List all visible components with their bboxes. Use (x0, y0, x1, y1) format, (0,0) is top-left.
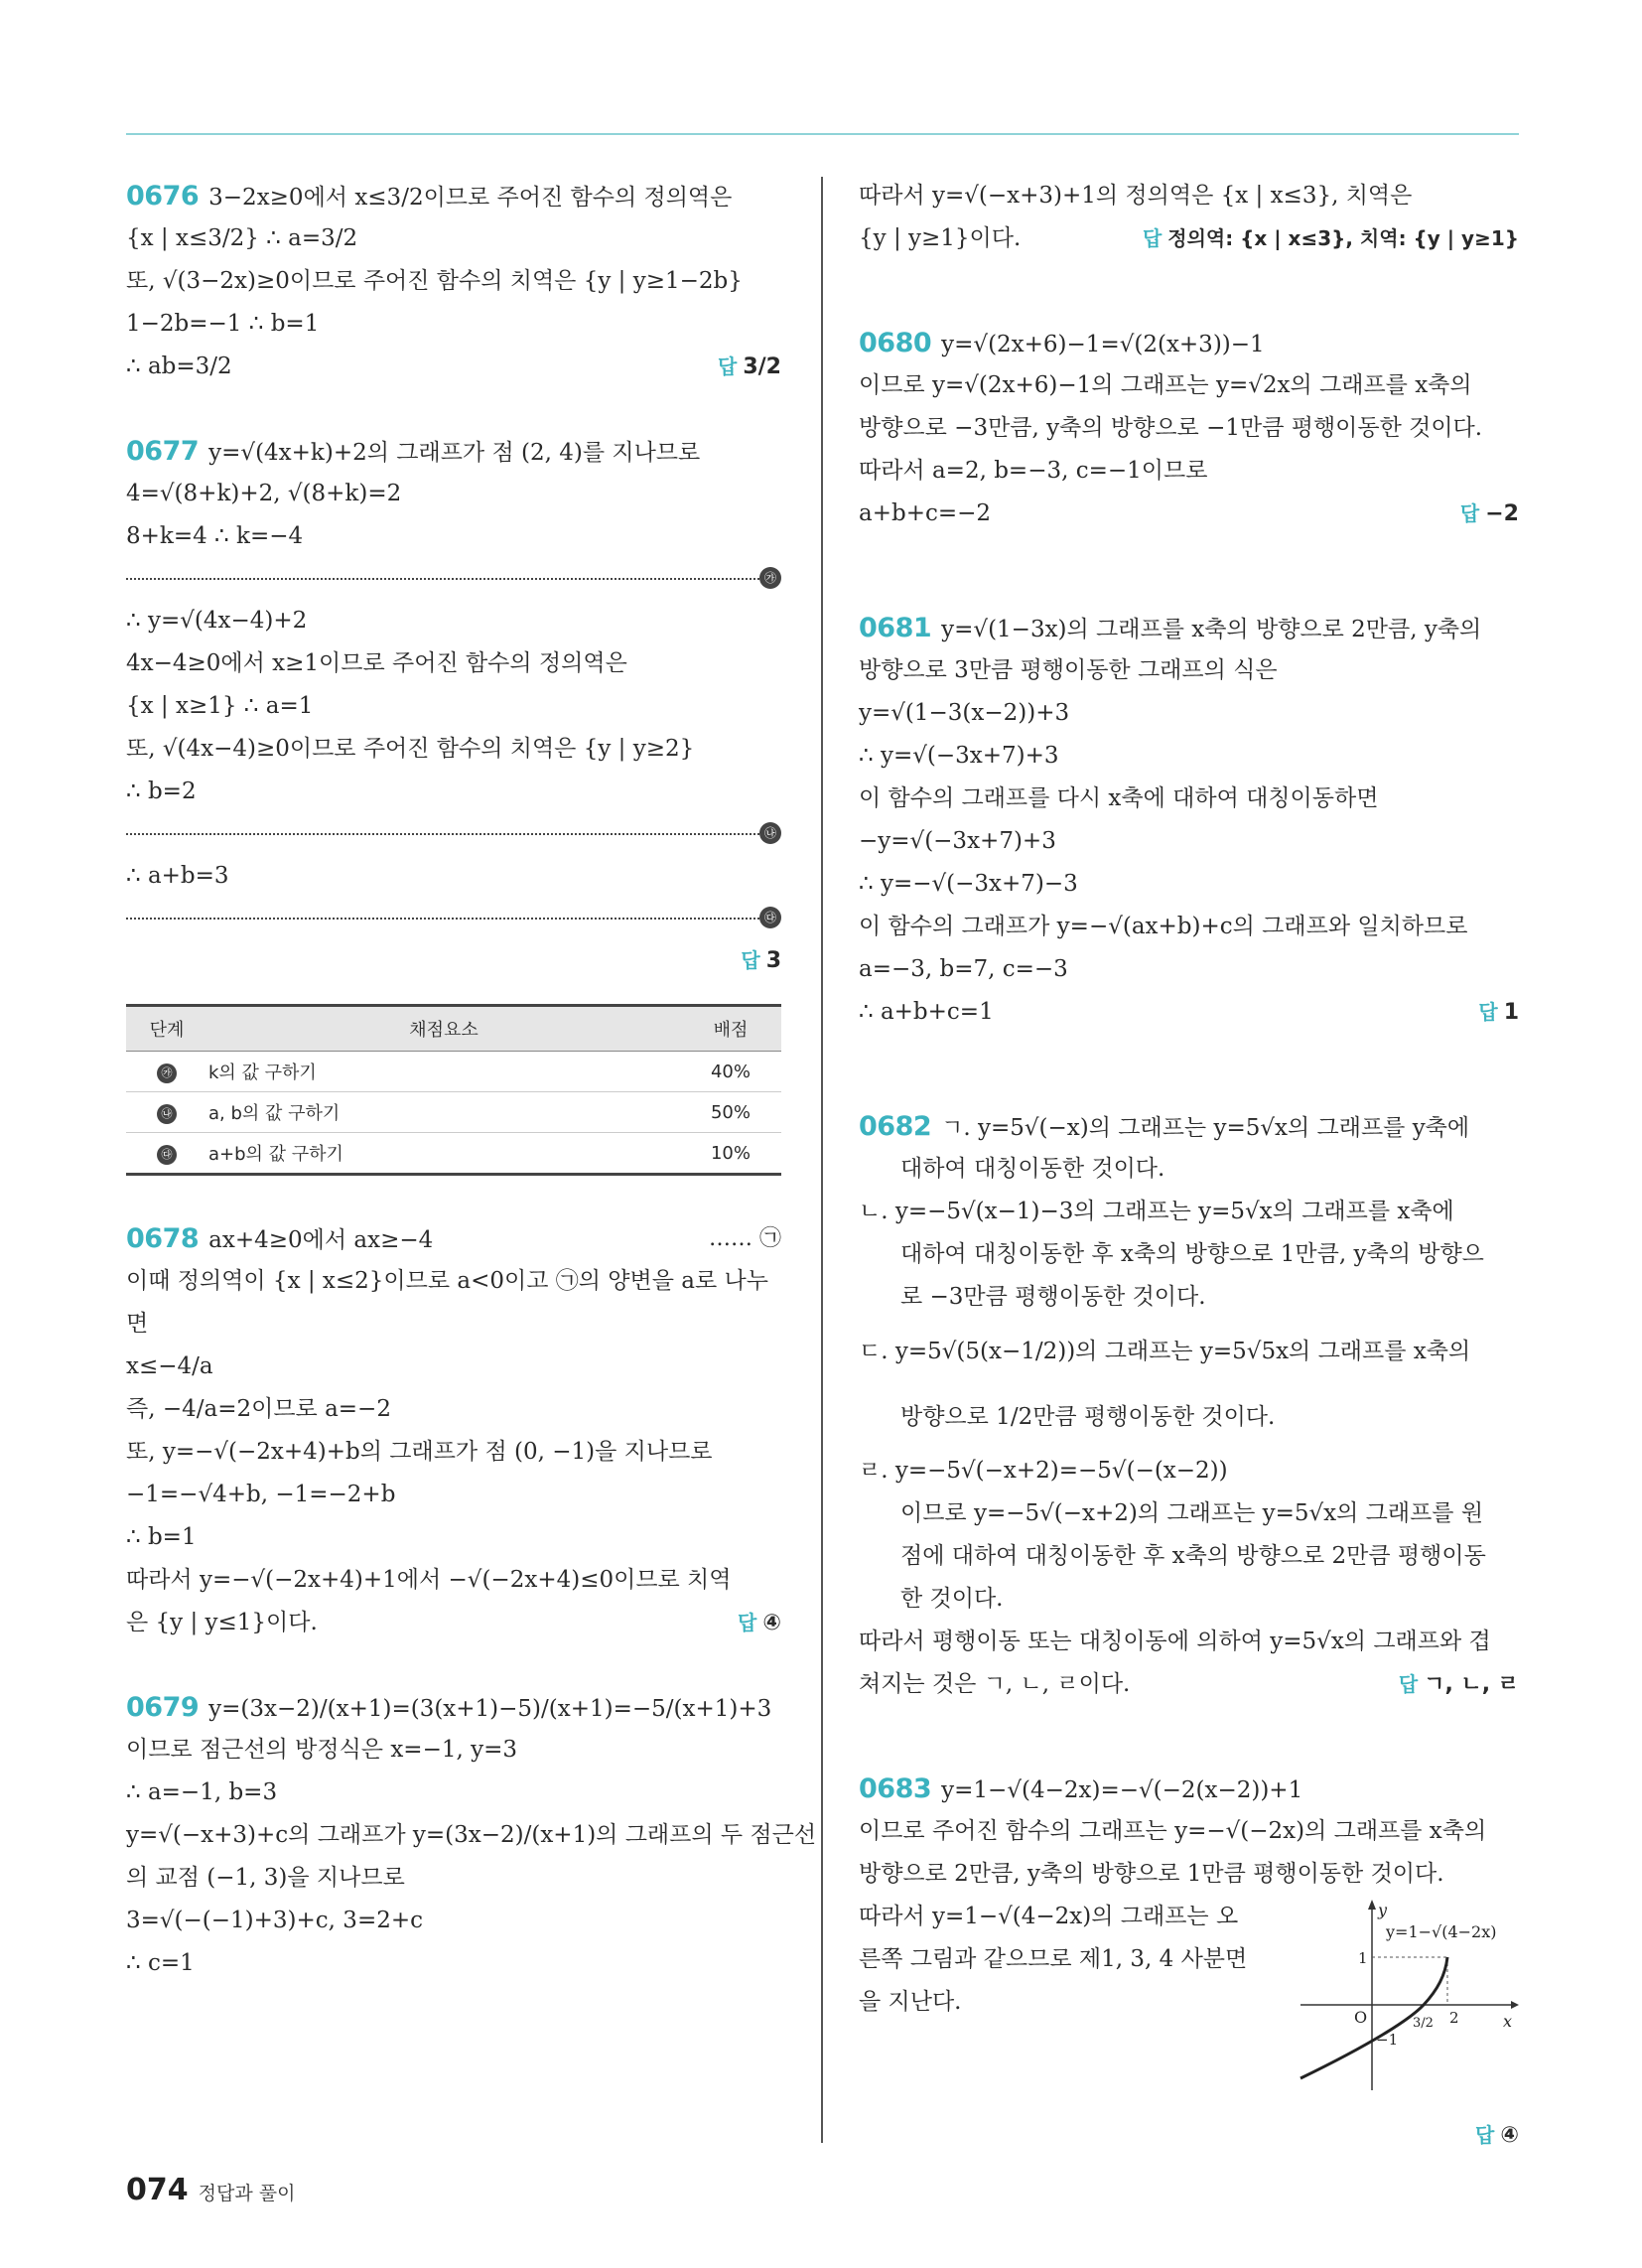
curve-label: y=1−√(4−2x) (1386, 1922, 1497, 1941)
solution-line: y=√(4x+k)+2의 그래프가 점 (2, 4)를 지나므로 (208, 440, 701, 466)
solution-line: 방향으로 3만큼 평행이동한 그래프의 식은 (859, 657, 1278, 683)
solution-line: 이므로 y=−5√(−x+2)의 그래프는 y=5√x의 그래프를 원 (900, 1500, 1484, 1526)
problem-number: 0677 (126, 436, 200, 467)
step-tag: ㉯ (157, 1104, 177, 1124)
solution-line: ∴ y=√(−3x+7)+3 (859, 743, 1059, 769)
solution-line: 3−2x≥0에서 x≤3/2이므로 주어진 함수의 정의역은 (208, 185, 733, 211)
column-separator (821, 177, 823, 2143)
table-header: 단계 (126, 1006, 207, 1052)
answer (1475, 2114, 1519, 2157)
table-cell: a+b의 값 구하기 (207, 1133, 680, 1175)
problem-number: 0682 (859, 1111, 932, 1142)
solution-line: 쳐지는 것은 ㄱ, ㄴ, ㄹ이다. (859, 1671, 1131, 1697)
solution-line: a=−3, b=7, c=−3 (859, 956, 1068, 982)
solution-line: 따라서 y=−√(−2x+4)+1에서 −√(−2x+4)≤0이므로 치역 (126, 1567, 732, 1593)
answer-value: ④ (762, 1611, 781, 1635)
solution-line: x≤−4/a (126, 1353, 213, 1379)
answer-value: ④ (1500, 2123, 1519, 2148)
problem-0677 (126, 430, 781, 1176)
answer-value: 정의역: {x | x≤3}, 치역: {y | y≥1} (1167, 226, 1519, 250)
equation-ref: …… ㉠ (709, 1226, 781, 1251)
answer (1460, 493, 1519, 535)
solution-line: y=1−√(4−2x)=−√(−2(x−2))+1 (941, 1777, 1303, 1803)
tick-label: 2 (1449, 2009, 1459, 2027)
answer-value: 3 (765, 948, 781, 973)
graph-svg (1291, 1896, 1519, 2094)
step-tag: ㉰ (759, 907, 781, 928)
solution-line: 따라서 a=2, b=−3, c=−1이므로 (859, 458, 1208, 484)
step-divider (126, 904, 781, 933)
answer-value: ㄱ, ㄴ, ㄹ (1424, 1672, 1519, 1697)
solution-line: {y | y≥1}이다. (859, 225, 1022, 251)
answer-mark: 답 (741, 948, 760, 972)
solution-line: 로 −3만큼 평행이동한 것이다. (900, 1284, 1206, 1310)
solution-line: ∴ b=2 (126, 779, 197, 804)
solution-line: 즉, −4/a=2이므로 a=−2 (126, 1396, 391, 1422)
origin-label: O (1354, 2008, 1368, 2027)
answer (1143, 217, 1519, 260)
solution-line: −1=−√4+b, −1=−2+b (126, 1482, 396, 1507)
solution-line: 따라서 y=√(−x+3)+1의 정의역은 {x | x≤3}, 치역은 (859, 183, 1413, 209)
problem-number: 0679 (126, 1692, 200, 1723)
answer-mark: 답 (1459, 501, 1480, 525)
footer-label: 정답과 풀이 (198, 2183, 296, 2204)
solution-line: 이때 정의역이 {x | x≤2}이므로 a<0이고 ㉠의 양변을 a로 나누 (126, 1268, 768, 1294)
problem-0676 (126, 175, 781, 388)
page-footer (126, 2173, 295, 2207)
table-cell: 40% (680, 1052, 781, 1092)
step-divider (126, 819, 781, 849)
answer-mark: 답 (1398, 1672, 1419, 1696)
answer-value: 1 (1503, 1000, 1519, 1025)
problem-number: 0676 (126, 181, 200, 212)
solution-line: 른쪽 그림과 같으므로 제1, 3, 4 사분면 (859, 1946, 1248, 1972)
answer-value: 3/2 (743, 354, 781, 379)
table-cell: 50% (680, 1092, 781, 1133)
answer-mark: 답 (1142, 226, 1163, 250)
solution-line: 이므로 점근선의 방정식은 x=−1, y=3 (126, 1737, 517, 1763)
solution-line: 이 함수의 그래프가 y=−√(ax+b)+c의 그래프와 일치하므로 (859, 914, 1468, 939)
table-header: 채점요소 (207, 1006, 680, 1052)
solution-line: 이 함수의 그래프를 다시 x축에 대하여 대칭이동하면 (859, 785, 1379, 811)
solution-line: ax+4≥0에서 ax≥−4 (208, 1227, 434, 1253)
solution-line: 이므로 주어진 함수의 그래프는 y=−√(−2x)의 그래프를 x축의 (859, 1818, 1487, 1844)
solution-line: a+b+c=−2 (859, 500, 992, 526)
solution-line: 면 (126, 1311, 149, 1337)
tick-label: 3/2 (1413, 2016, 1434, 2031)
answer-value: −2 (1485, 501, 1519, 526)
solution-line: 4=√(8+k)+2, √(8+k)=2 (126, 481, 402, 506)
solution-line: {x | x≥1} ∴ a=1 (126, 693, 314, 719)
solution-line: 이므로 y=√(2x+6)−1의 그래프는 y=√2x의 그래프를 x축의 (859, 372, 1472, 398)
solution-line: ∴ y=√(4x−4)+2 (126, 608, 308, 634)
solution-line: 대하여 대칭이동한 것이다. (900, 1156, 1165, 1182)
solution-line: 8+k=4 ∴ k=−4 (126, 523, 304, 549)
table-cell: k의 값 구하기 (207, 1052, 680, 1092)
answer (718, 346, 781, 388)
problem-0680 (859, 322, 1519, 535)
solution-line: y=√(2x+6)−1=√(2(x+3))−1 (941, 332, 1265, 357)
tick-label: 1 (1358, 1949, 1368, 1967)
axis-y-label: y (1378, 1901, 1388, 1919)
solution-line: ∴ b=1 (126, 1524, 197, 1550)
solution-line: ∴ a+b+c=1 (859, 999, 994, 1025)
solution-line: ㄹ. y=−5√(−x+2)=−5√(−(x−2)) (859, 1458, 1228, 1484)
problem-number: 0680 (859, 328, 932, 358)
solution-line: ∴ y=−√(−3x+7)−3 (859, 871, 1078, 897)
solution-line: ∴ a+b=3 (126, 863, 229, 889)
solution-line: y=√(−x+3)+c의 그래프가 y=(3x−2)/(x+1)의 그래프의 두 점근선 (126, 1822, 817, 1848)
answer-mark: 답 (1478, 1000, 1498, 1024)
solution-line: 한 것이다. (900, 1586, 1004, 1612)
table-cell: 10% (680, 1133, 781, 1175)
solution-line: ∴ a=−1, b=3 (126, 1779, 278, 1805)
solution-line: {x | x≤3/2} ∴ a=3/2 (126, 225, 358, 251)
problem-0679 (126, 1686, 817, 1985)
step-tag: ㉯ (759, 822, 781, 844)
solution-line: 점에 대하여 대칭이동한 후 x축의 방향으로 2만큼 평행이동 (900, 1543, 1486, 1569)
right-column (859, 175, 1519, 2157)
answer-mark: 답 (738, 1611, 757, 1634)
solution-line: y=(3x−2)/(x+1)=(3(x+1)−5)/(x+1)=−5/(x+1)+3 (208, 1696, 772, 1722)
step-tag: ㉮ (157, 1063, 177, 1083)
table-row (126, 1133, 781, 1175)
problem-0679-continued (859, 175, 1519, 260)
answer (738, 1602, 781, 1644)
step-tag: ㉰ (157, 1145, 177, 1165)
left-column (126, 175, 817, 1985)
solution-line: 또, √(3−2x)≥0이므로 주어진 함수의 치역은 {y | y≥1−2b} (126, 268, 743, 294)
problem-number: 0681 (859, 613, 932, 643)
solution-line: y=√(1−3(x−2))+3 (859, 700, 1070, 726)
solution-line: 4x−4≥0에서 x≥1이므로 주어진 함수의 정의역은 (126, 650, 627, 676)
solution-line: ∴ c=1 (126, 1950, 195, 1976)
tick-label: −1 (1376, 2031, 1399, 2049)
answer-mark: 답 (1475, 2123, 1495, 2147)
scoring-table (126, 1004, 781, 1176)
solution-line: 1−2b=−1 ∴ b=1 (126, 311, 320, 337)
solution-line: 방향으로 1/2만큼 평행이동한 것이다. (900, 1404, 1276, 1430)
problem-0681 (859, 607, 1519, 1034)
solution-line: ㄴ. y=−5√(x−1)−3의 그래프는 y=5√x의 그래프를 x축에 (859, 1199, 1454, 1224)
top-rule (126, 133, 1519, 135)
solution-line: 또, √(4x−4)≥0이므로 주어진 함수의 치역은 {y | y≥2} (126, 736, 695, 762)
solution-line: ㄷ. y=5√(5(x−1/2))의 그래프는 y=5√5x의 그래프를 x축의 (859, 1339, 1471, 1364)
solution-line: 따라서 y=1−√(4−2x)의 그래프는 오 (859, 1904, 1239, 1929)
step-tag: ㉮ (759, 567, 781, 589)
solution-line: 방향으로 2만큼, y축의 방향으로 1만큼 평행이동한 것이다. (859, 1861, 1444, 1887)
page-number: 074 (126, 2173, 189, 2207)
problem-0683 (859, 1768, 1519, 2157)
solution-line: 의 교점 (−1, 3)을 지나므로 (126, 1865, 405, 1891)
answer (1478, 991, 1519, 1034)
solution-line: 은 {y | y≤1}이다. (126, 1610, 318, 1635)
solution-line: ∴ ab=3/2 (126, 354, 232, 379)
solution-line: −y=√(−3x+7)+3 (859, 828, 1056, 854)
solution-line: 따라서 평행이동 또는 대칭이동에 의하여 y=5√x의 그래프와 겹 (859, 1629, 1491, 1654)
answer-mark: 답 (718, 354, 738, 378)
table-row (126, 1092, 781, 1133)
solution-line: 대하여 대칭이동한 후 x축의 방향으로 1만큼, y축의 방향으 (900, 1241, 1484, 1267)
problem-number: 0683 (859, 1773, 932, 1804)
problem-number: 0678 (126, 1223, 200, 1254)
function-graph (1291, 1896, 1519, 2094)
answer (741, 939, 781, 982)
solution-line: 을 지난다. (859, 1989, 962, 2015)
solution-line: 방향으로 −3만큼, y축의 방향으로 −1만큼 평행이동한 것이다. (859, 415, 1483, 441)
table-row (126, 1052, 781, 1092)
answer (1399, 1663, 1519, 1706)
table-cell: a, b의 값 구하기 (207, 1092, 680, 1133)
solution-line: 또, y=−√(−2x+4)+b의 그래프가 점 (0, −1)을 지나므로 (126, 1439, 713, 1465)
axis-x-label: x (1503, 2012, 1513, 2031)
problem-0678 (126, 1217, 781, 1644)
solution-line: y=√(1−3x)의 그래프를 x축의 방향으로 2만큼, y축의 (941, 617, 1482, 642)
table-header: 배점 (680, 1006, 781, 1052)
solution-line: 3=√(−(−1)+3)+c, 3=2+c (126, 1908, 423, 1933)
problem-0682 (859, 1105, 1519, 1706)
solution-line: ㄱ. y=5√(−x)의 그래프는 y=5√x의 그래프를 y축에 (941, 1115, 1470, 1141)
step-divider (126, 564, 781, 594)
